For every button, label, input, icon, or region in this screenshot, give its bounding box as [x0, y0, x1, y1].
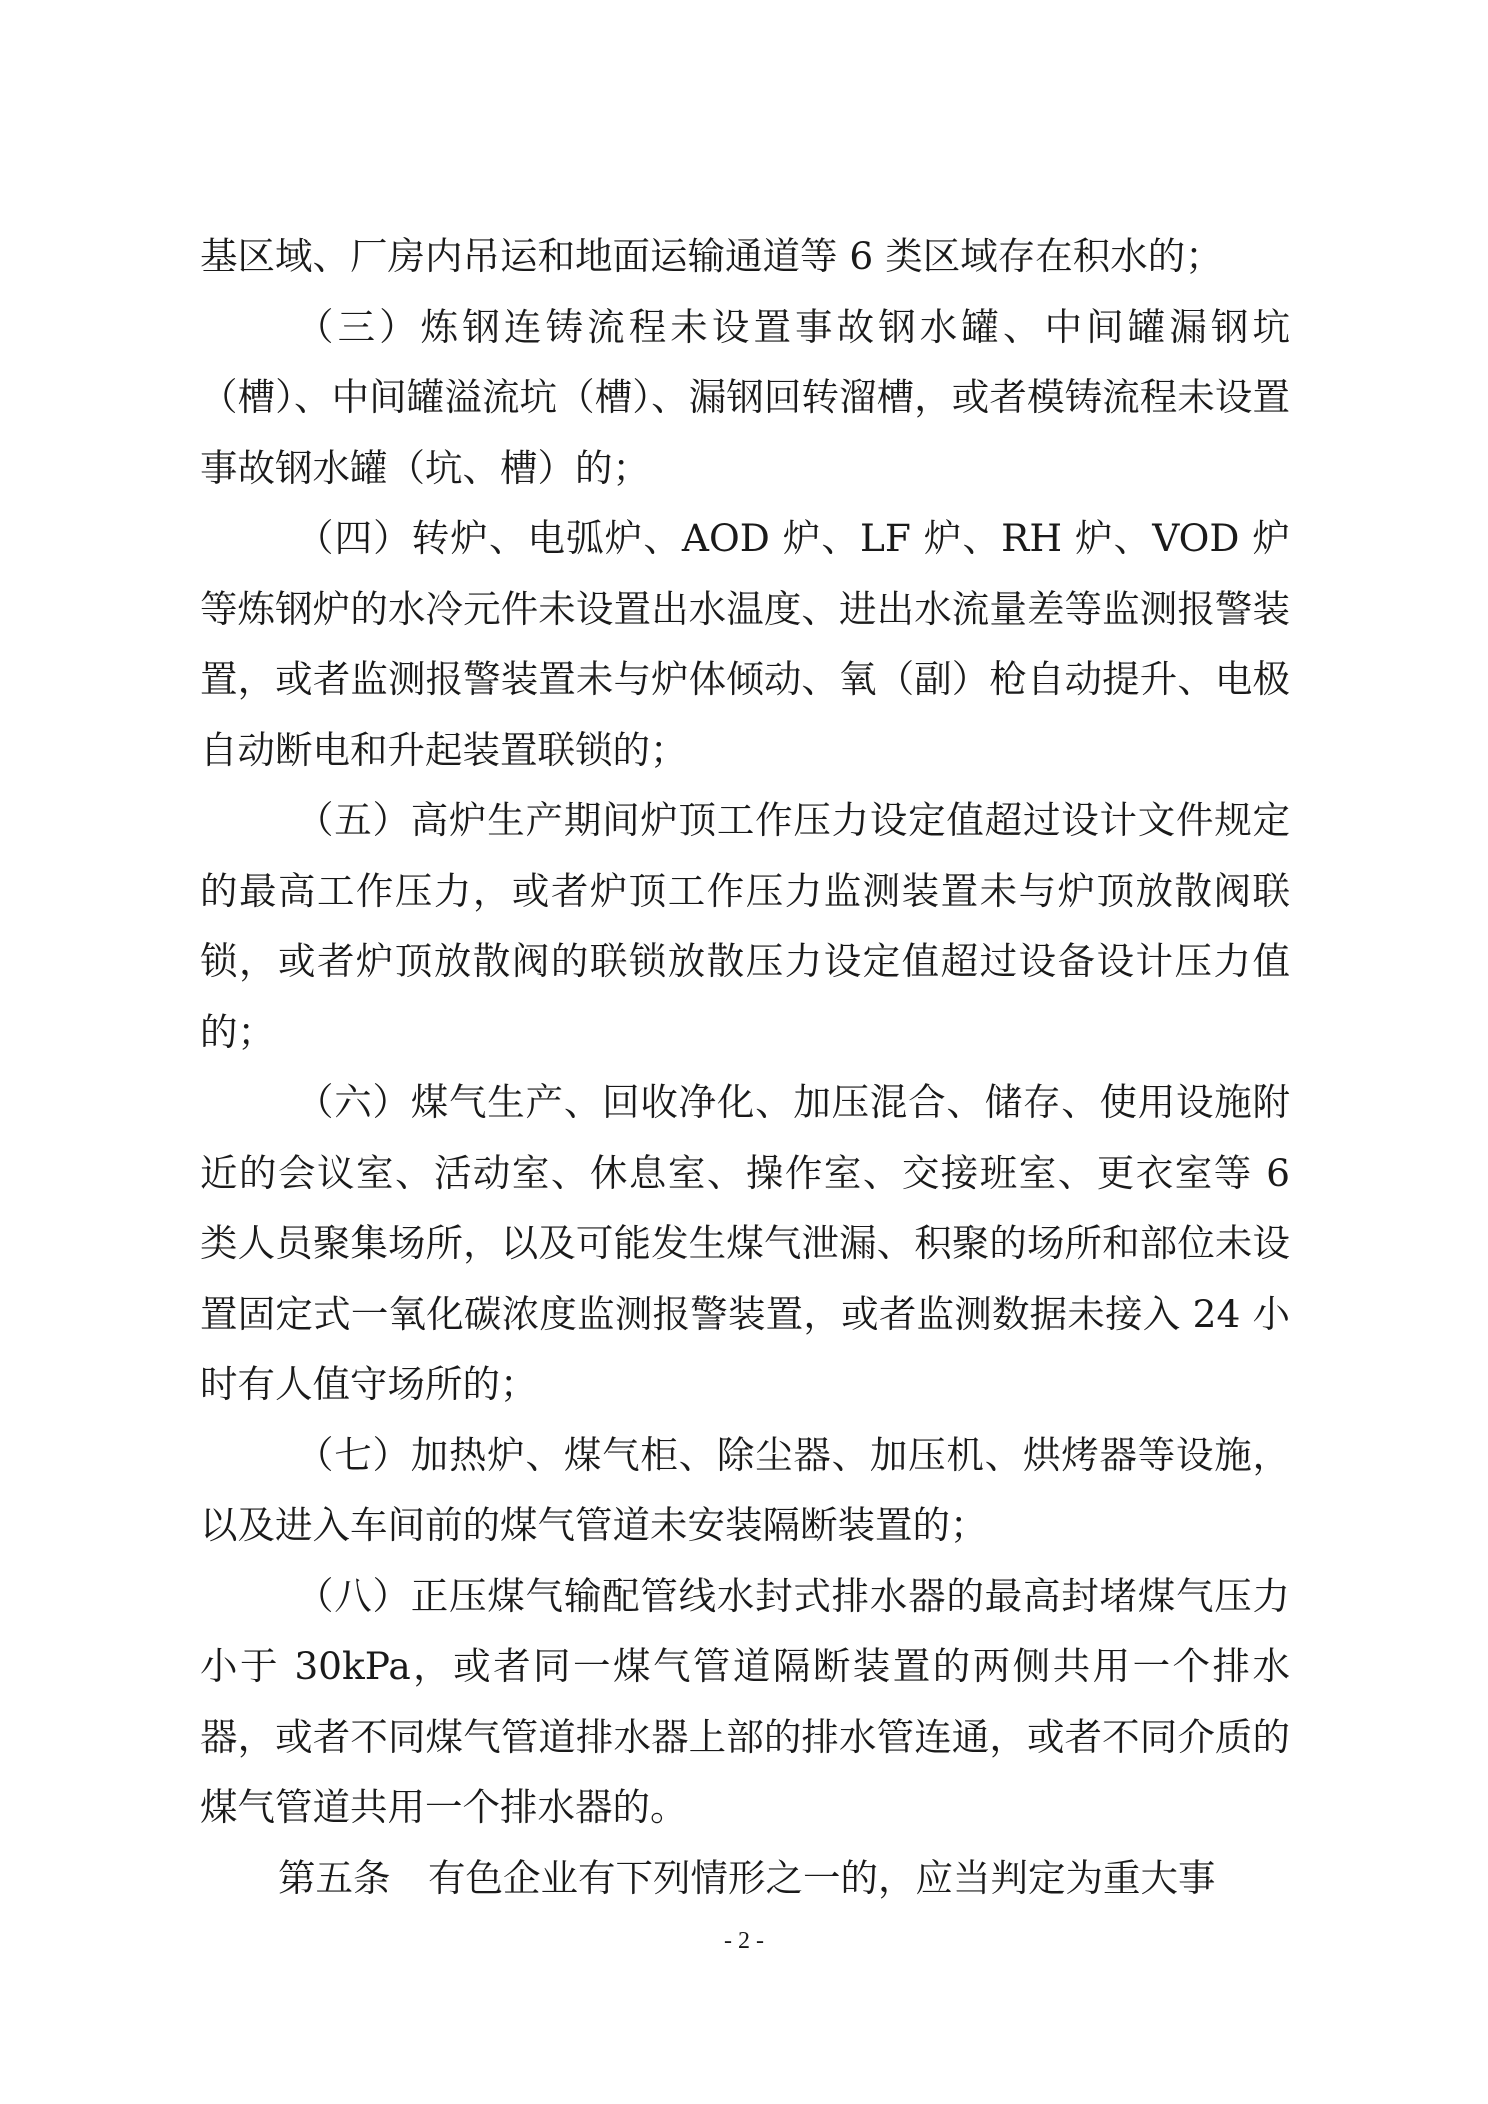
item-7-paragraph: （七）加热炉、煤气柜、除尘器、加压机、烘烤器等设施，以及进入车间前的煤气管道未安装隔断装置的；: [200, 1432, 1290, 1547]
continuation-paragraph: 基区域、厂房内吊运和地面运输通道等 6 类区域存在积水的；: [200, 234, 1223, 278]
item-4-paragraph: （四）转炉、电弧炉、AOD 炉、LF 炉、RH 炉、VOD 炉等炼钢炉的水冷元件未设置出水温度、进出水流量差等监测报警装置，或者监测报警装置未与炉体倾动、氧（副）枪自动提升、电极自动断电和升起装置联锁的；: [200, 516, 1290, 772]
article-5-paragraph: 第五条 有色企业有下列情形之一的，应当判定为重大事: [278, 1855, 1216, 1900]
page-number: - 2 -: [724, 1928, 764, 1954]
item-6-paragraph: （六）煤气生产、回收净化、加压混合、储存、使用设施附近的会议室、活动室、休息室、操作室、交接班室、更衣室等 6 类人员聚集场所，以及可能发生煤气泄漏、积聚的场所和部位未设置固定式一氧化碳浓度监测报警装置，或者监测数据未接入 24 小时有人值守场所的；: [200, 1080, 1290, 1406]
item-3-paragraph: （三）炼钢连铸流程未设置事故钢水罐、中间罐漏钢坑（槽）、中间罐溢流坑（槽）、漏钢回转溜槽，或者模铸流程未设置事故钢水罐（坑、槽）的；: [200, 304, 1290, 490]
item-5-paragraph: （五）高炉生产期间炉顶工作压力设定值超过设计文件规定的最高工作压力，或者炉顶工作压力监测装置未与炉顶放散阀联锁，或者炉顶放散阀的联锁放散压力设定值超过设备设计压力值的；: [200, 798, 1290, 1054]
item-8-paragraph: （八）正压煤气输配管线水封式排水器的最高封堵煤气压力小于 30kPa，或者同一煤气管道隔断装置的两侧共用一个排水器，或者不同煤气管道排水器上部的排水管连通，或者不同介质的煤气管道共用一个排水器的。: [200, 1573, 1290, 1829]
document-body: [200, 221, 1290, 1913]
